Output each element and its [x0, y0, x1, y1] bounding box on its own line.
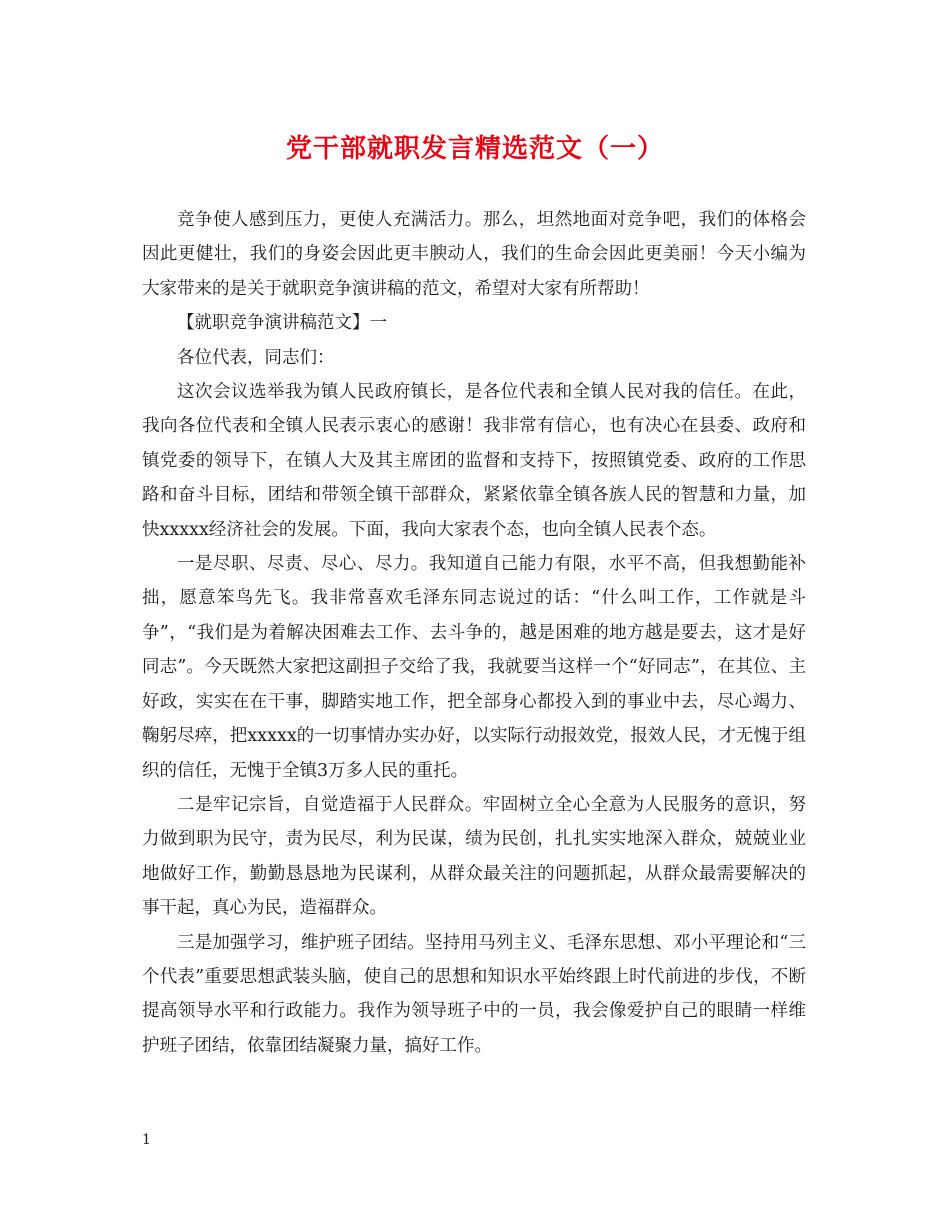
paragraph-section-heading: 【就职竞争演讲稿范文】一 — [177, 313, 387, 334]
document-title: 党干部就职发言精选范文（一） — [285, 134, 664, 164]
document-body — [142, 203, 806, 1063]
paragraph-salutation: 各位代表，同志们： — [177, 347, 335, 368]
page-number: 1 — [142, 1132, 151, 1148]
paragraph-opening: 这次会议选举我为镇人民政府镇长，是各位代表和全镇人民对我的信任。在此，我向各位代表和全镇人民表示衷心的感谢！我非常有信心，也有决心在县委、政府和镇党委的领导下，在镇人大及其主席团的监督和支持下，按照镇党委、政府的工作思路和奋斗目标，团结和带领全镇干部群众，紧紧依靠全镇各族人民的智慧和力量，加快xxxxx经济社会的发展。下面，我向大家表个态，也向全镇人民表个态。 — [142, 382, 806, 540]
paragraph-point-three: 三是加强学习，维护班子团结。坚持用马列主义、毛泽东思想、邓小平理论和“三个代表”重要思想武装头脑，使自己的思想和知识水平始终跟上时代前进的步伐，不断提高领导水平和行政能力。我作为领导班子中的一员，我会像爱护自己的眼睛一样维护班子团结，依靠团结凝聚力量，搞好工作。 — [142, 932, 806, 1056]
paragraph-intro: 竞争使人感到压力，更使人充满活力。那么，坦然地面对竞争吧，我们的体格会因此更健壮，我们的身姿会因此更丰腴动人，我们的生命会因此更美丽！今天小编为大家带来的是关于就职竞争演讲稿的范文，希望对大家有所帮助！ — [142, 210, 806, 299]
paragraph-point-two: 二是牢记宗旨，自觉造福于人民群众。牢固树立全心全意为人民服务的意识，努力做到职为民守，责为民尽，利为民谋，绩为民创，扎扎实实地深入群众，兢兢业业地做好工作，勤勤恳恳地为民谋利，从群众最关注的问题抓起，从群众最需要解决的事干起，真心为民，造福群众。 — [142, 794, 806, 919]
paragraph-point-one: 一是尽职、尽责、尽心、尽力。我知道自己能力有限，水平不高，但我想勤能补拙，愿意笨鸟先飞。我非常喜欢毛泽东同志说过的话：“什么叫工作，工作就是斗争”，“我们是为着解决困难去工作、去斗争的，越是困难的地方越是要去，这才是好同志”。今天既然大家把这副担子交给了我，我就要当这样一个“好同志”，在其位、主好政，实实在在干事，脚踏实地工作，把全部身心都投入到的事业中去，尽心竭力、鞠躬尽瘁，把xxxxx的一切事情办实办好，以实际行动报效党，报效人民，才无愧于组织的信任，无愧于全镇3万多人民的重托。 — [142, 554, 806, 781]
